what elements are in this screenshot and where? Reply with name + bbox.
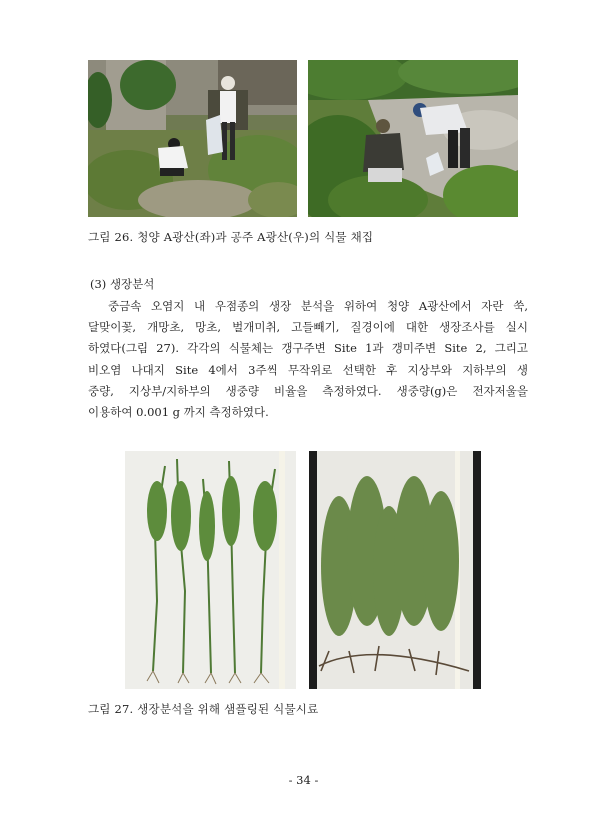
- figure-26-photo-left: [88, 60, 297, 217]
- body-paragraph: [88, 296, 528, 423]
- figure-27-photo-left: [125, 451, 296, 689]
- paragraph-line: 비오염 나대지 Site 4에서 3주씩 무작위로 선택한 후 지상부와 지하부의 생: [88, 362, 528, 377]
- paragraph-line: 하였다(그림 27). 각각의 식물체는 갱구주변 Site 1과 갱미주변 Site 2, 그리고: [88, 341, 528, 356]
- collecting-photo-left: [88, 60, 297, 217]
- section-heading: (3) 생장분석: [90, 277, 155, 291]
- paragraph-line: 이용하여 0.001 g 까지 측정하였다.: [88, 405, 269, 420]
- plant-samples-photo-right: [309, 451, 481, 689]
- collecting-photo-right: [308, 60, 518, 217]
- paragraph-line: 중량, 지상부/지하부의 생중량 비율을 측정하였다. 생중량(g)은 전자저울을: [88, 383, 528, 398]
- figure-27-photo-right: [309, 451, 481, 689]
- paragraph-line: 달맞이꽃, 개망초, 망초, 벌개미취, 고들빼기, 질경이에 대한 생장조사를 실시: [88, 320, 528, 335]
- figure-26-photo-right: [308, 60, 518, 217]
- plant-samples-photo-left: [125, 451, 296, 689]
- figure-27-caption: 그림 27. 생장분석을 위해 샘플링된 식물시료: [88, 702, 319, 716]
- figure-26-caption: 그림 26. 청양 A광산(좌)과 공주 A광산(우)의 식물 채집: [88, 230, 374, 244]
- page-number: - 34 -: [288, 773, 319, 787]
- paragraph-line: 중금속 오염지 내 우점종의 생장 분석을 위하여 청양 A광산에서 자란 쑥,: [108, 299, 528, 313]
